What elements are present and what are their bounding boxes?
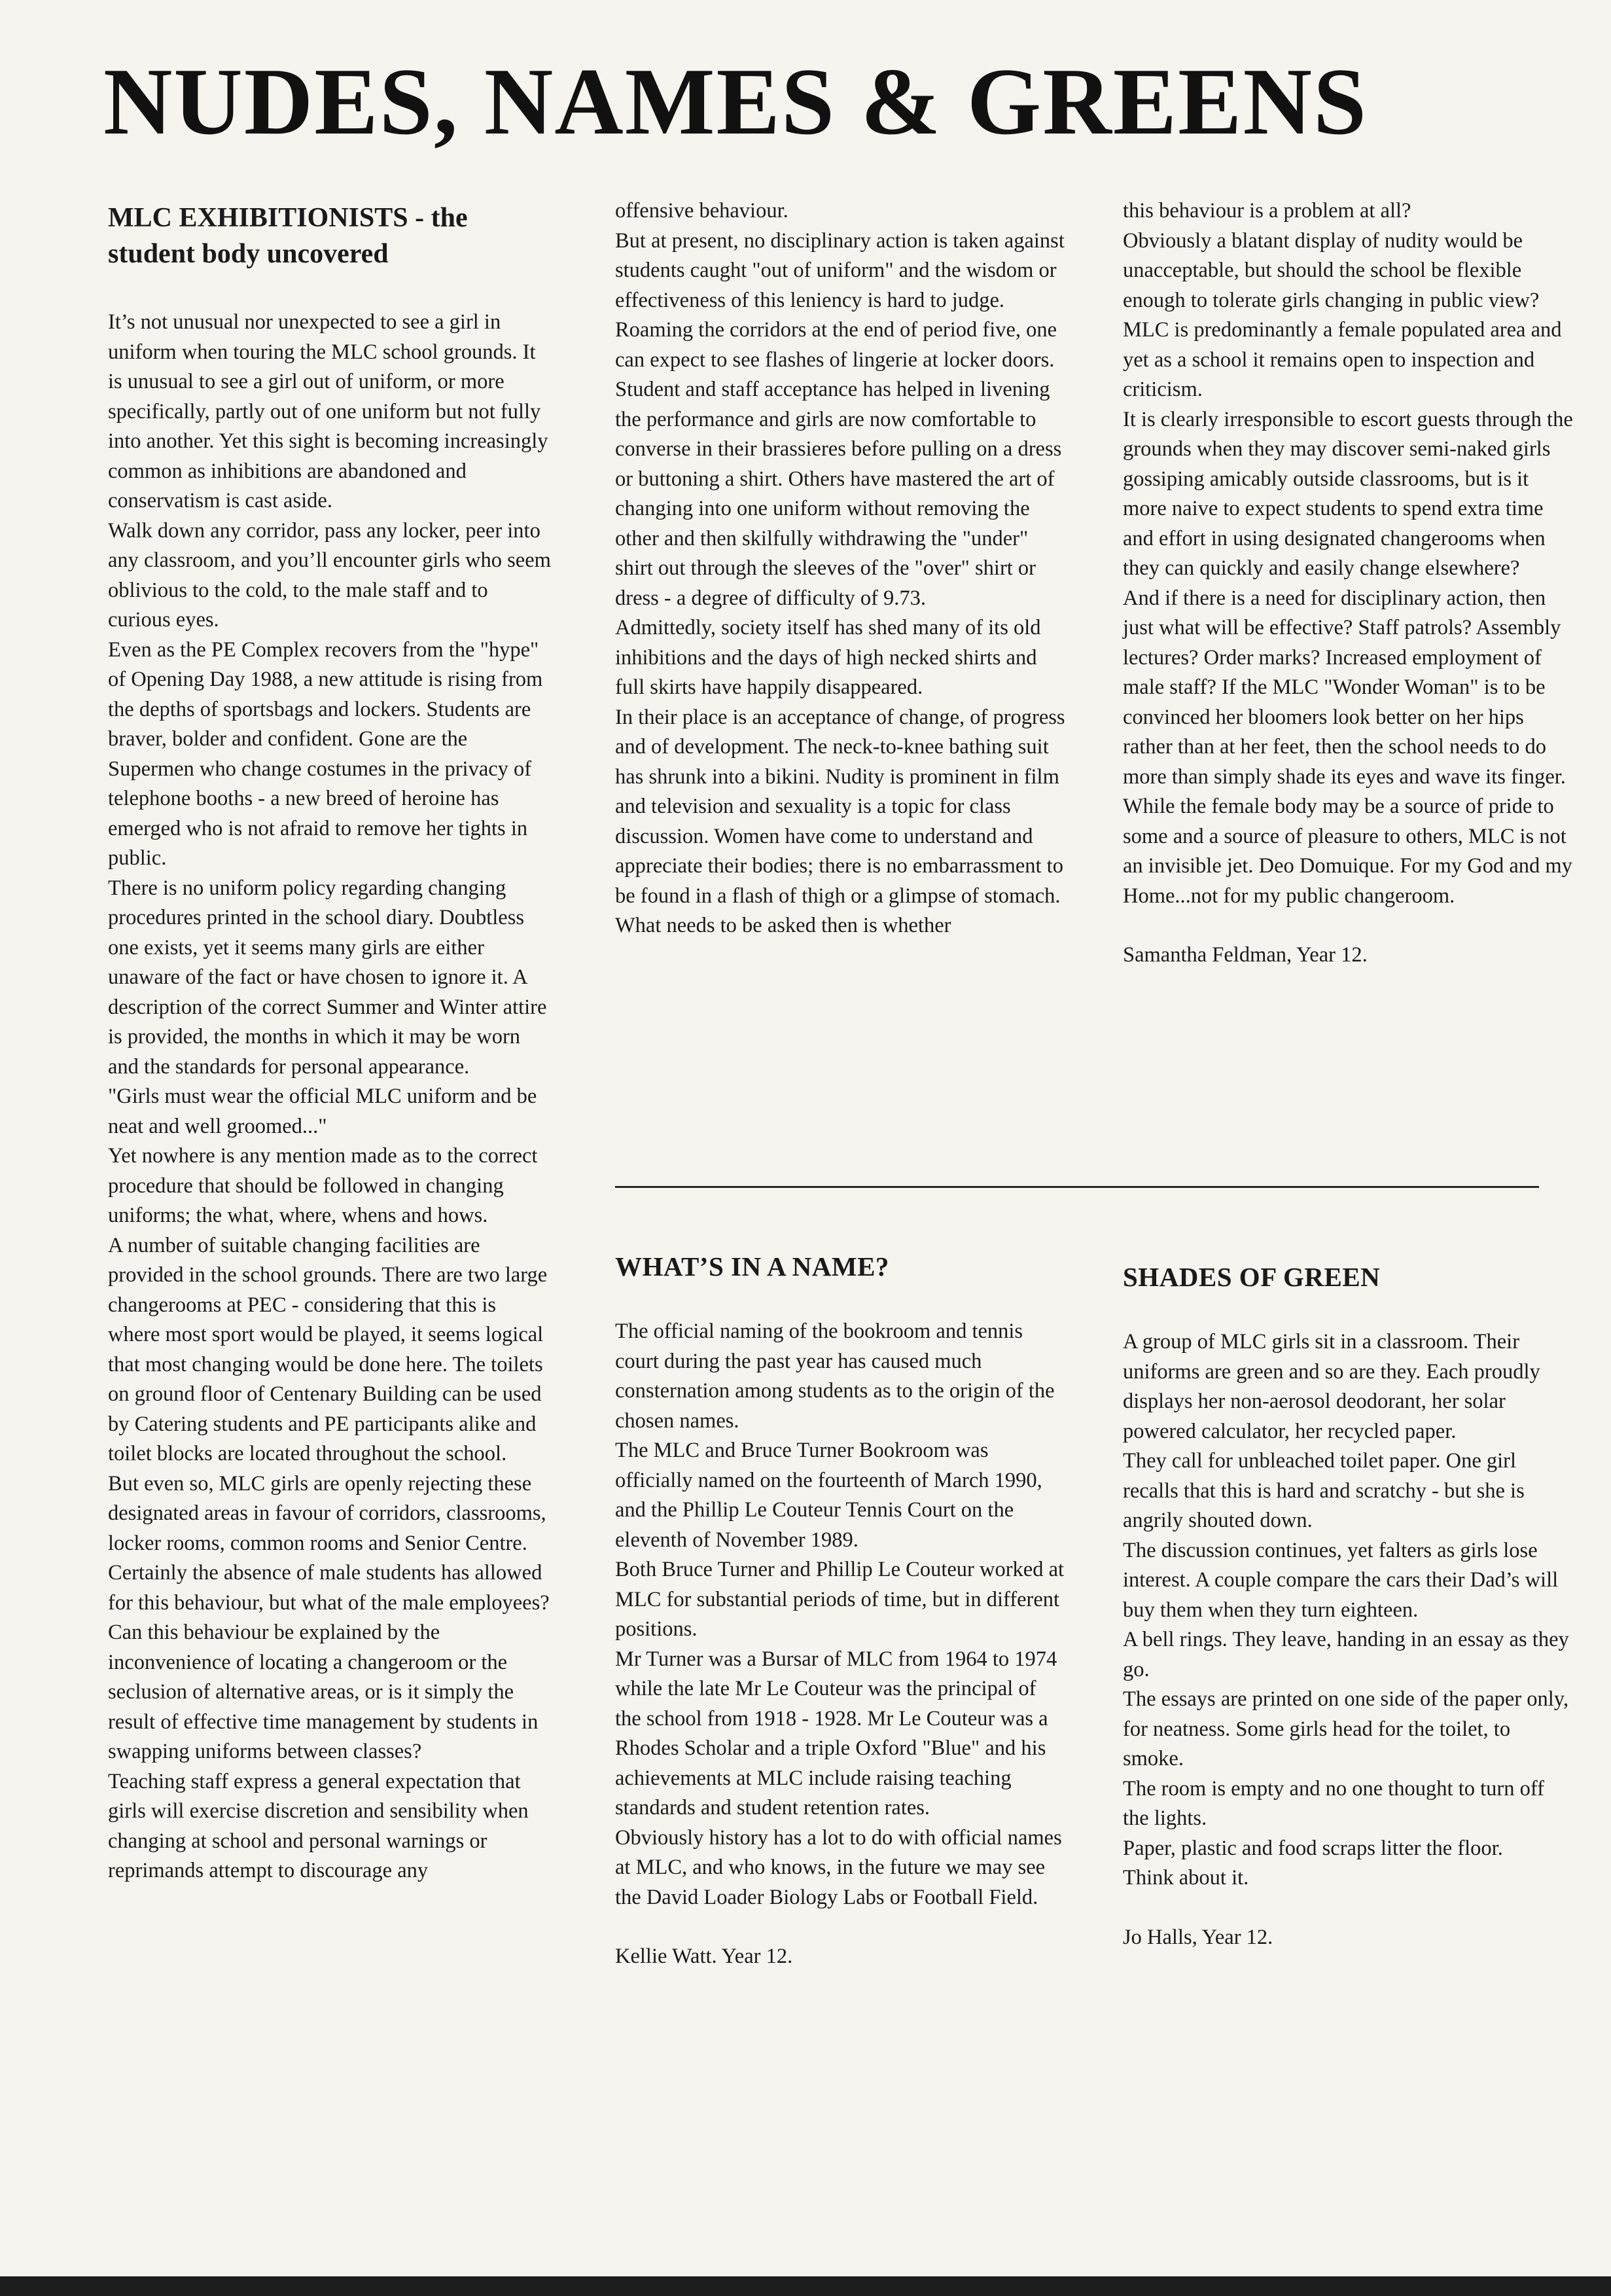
exhibitionists-paragraph: And if there is a need for disciplinary action, then just what will be effective? Staff patrols? Assembly lectures? Order marks? Increased employment of male staff? If the MLC "Wonder Woman" is to be convinced her bloomers look better on her hips rather than at her feet, then the school needs to do more than simply shade its eyes and wave its finger.	[1123, 586, 1566, 789]
exhibitionists-paragraph: In their place is an acceptance of change, of progress and of development. The neck-to-knee bathing suit has shrunk into a bikini. Nudity is prominent in film and television and sexuality is a topic for class discussion. Women have come to understand and appreciate their bodies; there is no embarrassment to be found in a flash of thigh or a glimpse of stomach.	[615, 705, 1065, 908]
exhibitionists-paragraph: this behaviour is a problem at all?	[1123, 199, 1411, 223]
exhibitionists-paragraph: Roaming the corridors at the end of period five, one can expect to see flashes of lingerie at locker doors. Student and staff acceptance has helped in livening the performance and girls are now comfortable to converse in their brassieres before pulling on a dress or buttoning a shirt. Others have mastered the art of changing into one uniform without removing the other and then skilfully withdrawing the "under" shirt out through the sleeves of the "over" shirt or dress - a degree of difficulty of 9.73.	[615, 318, 1062, 610]
greens-title: SHADES OF GREEN	[1123, 1262, 1381, 1292]
exhibitionists-paragraph: What needs to be asked then is whether	[615, 914, 951, 937]
exhibitionists-paragraph: It’s not unusual nor unexpected to see a girl in uniform when touring the MLC school grounds. It is unusual to see a girl out of uniform, or more specifically, partly out of one uniform but not fully into another. Yet this sight is becoming increasingly common as inhibitions are abandoned and conservatism is cast aside.	[108, 310, 548, 512]
names-byline: Kellie Watt. Year 12.	[615, 1945, 793, 1968]
page-headline: NUDES, NAMES & GREENS	[103, 48, 1368, 154]
exhibitionists-col3	[1123, 196, 1574, 971]
names-paragraph: Mr Turner was a Bursar of MLC from 1964 to 1974 while the late Mr Le Couteur was the principal of the school from 1918 - 1928. Mr Le Couteur was a Rhodes Scholar and a triple Oxford "Blue" and his achievements at MLC include raising teaching standards and student retention rates.	[615, 1647, 1057, 1820]
names-paragraph: The official naming of the bookroom and tennis court during the past year has caused much consternation among students as to the origin of the chosen names.	[615, 1319, 1055, 1433]
exhibitionists-title: MLC EXHIBITIONISTS - the student body uncovered	[108, 203, 468, 269]
exhibitionists-paragraph: A number of suitable changing facilities are provided in the school grounds. There are two large changerooms at PEC - considering that this is where most sport would be played, it seems logical that most changing would be done here. The toilets on ground floor of Centenary Building can be used by Catering students and PE participants alike and toilet blocks are located throughout the school.	[108, 1233, 548, 1465]
section-divider	[615, 1186, 1539, 1188]
names-article	[615, 1250, 1067, 1972]
exhibitionists-paragraph: There is no uniform policy regarding changing procedures printed in the school diary. Doubtless one exists, yet it seems many girls are either unaware of the fact or have chosen to ignore it. A description of the correct Summer and Winter attire is provided, the months in which it may be worn and the standards for personal appearance.	[108, 876, 547, 1079]
exhibitionists-paragraph: Obviously a blatant display of nudity would be unacceptable, but should the school be flexible enough to tolerate girls changing in public view? MLC is predominantly a female populated area and yet as a school it remains open to inspection and criticism.	[1123, 228, 1562, 401]
exhibitionists-paragraph: Teaching staff express a general expectation that girls will exercise discretion and sensibility when changing at school and personal warnings or reprimands attempt to discourage any	[108, 1769, 529, 1882]
greens-paragraph: Paper, plastic and food scraps litter the floor.	[1123, 1836, 1503, 1860]
greens-byline: Jo Halls, Year 12.	[1123, 1925, 1273, 1949]
names-title: WHAT’S IN A NAME?	[615, 1251, 889, 1282]
names-paragraph: Obviously history has a lot to do with official names at MLC, and who knows, in the future we may see the David Loader Biology Labs or Football Field.	[615, 1825, 1062, 1909]
exhibitionists-paragraph: While the female body may be a source of pride to some and a source of pleasure to others, MLC is not an invisible jet. Deo Domuique. For my God and my Home...not for my public changeroom.	[1123, 795, 1572, 908]
names-paragraph: The MLC and Bruce Turner Bookroom was officially named on the fourteenth of March 1990, and the Phillip Le Couteur Tennis Court on the eleventh of November 1989.	[615, 1439, 1042, 1552]
exhibitionists-paragraph: offensive behaviour.	[615, 199, 788, 223]
greens-paragraph: They call for unbleached toilet paper. One girl recalls that this is hard and scratchy - but she is angrily shouted down.	[1123, 1449, 1525, 1532]
greens-paragraph: A group of MLC girls sit in a classroom. Their uniforms are green and so are they. Each proudly displays her non-aerosol deodorant, her solar powered calculator, her recycled paper.	[1123, 1330, 1540, 1443]
greens-paragraph: A bell rings. They leave, handing in an essay as they go.	[1123, 1628, 1569, 1681]
greens-paragraph: The room is empty and no one thought to turn off the lights.	[1123, 1776, 1544, 1830]
exhibitionists-paragraph: It is clearly irresponsible to escort guests through the grounds when they may discover semi-naked girls gossiping amicably outside classrooms, but is it more naive to expect students to spend extra time and effort in using designated changerooms when they can quickly and easily change elsewhere?	[1123, 407, 1573, 580]
greens-article	[1123, 1261, 1574, 1952]
exhibitionists-paragraph: Even as the PE Complex recovers from the "hype" of Opening Day 1988, a new attitude is rising from the depths of sportsbags and lockers. Students are braver, bolder and confident. Gone are the Supermen who change costumes in the privacy of telephone booths - a new breed of heroine has emerged who is not afraid to remove her tights in public.	[108, 637, 543, 870]
greens-paragraph: The discussion continues, yet falters as girls lose interest. A couple compare the cars their Dad’s will buy them when they turn eighteen.	[1123, 1538, 1559, 1622]
exhibitionists-paragraph: Walk down any corridor, pass any locker, peer into any classroom, and you’ll encounter girls who seem oblivious to the cold, to the male staff and to curious eyes.	[108, 518, 551, 632]
exhibitionists-col2	[615, 196, 1067, 941]
exhibitionists-col1	[108, 200, 553, 1886]
scan-edge-bar	[0, 2276, 1611, 2296]
exhibitionists-paragraph: But even so, MLC girls are openly rejecting these designated areas in favour of corridors, classrooms, locker rooms, common rooms and Senior Centre.	[108, 1471, 546, 1555]
exhibitionists-paragraph: Yet nowhere is any mention made as to the correct procedure that should be followed in changing uniforms; the what, where, whens and hows.	[108, 1144, 538, 1227]
exhibitionists-paragraph: Admittedly, society itself has shed many of its old inhibitions and the days of high necked shirts and full skirts have happily disappeared.	[615, 616, 1041, 699]
exhibitionists-paragraph: But at present, no disciplinary action is taken against students caught "out of uniform" and the wisdom or effectiveness of this leniency is hard to judge.	[615, 228, 1065, 312]
exhibitionists-paragraph: Certainly the absence of male students has allowed for this behaviour, but what of the male employees? Can this behaviour be explained by the inconvenience of locating a changeroom or the seclusion of alternative areas, or is it simply the result of effective time management by students in swapping uniforms between classes?	[108, 1561, 550, 1763]
exhibitionists-quote: "Girls must wear the official MLC uniform and be neat and well groomed..."	[108, 1085, 537, 1138]
names-paragraph: Both Bruce Turner and Phillip Le Couteur worked at MLC for substantial periods of time, but in different positions.	[615, 1558, 1065, 1641]
exhibitionists-byline: Samantha Feldman, Year 12.	[1123, 943, 1368, 967]
greens-paragraph: Think about it.	[1123, 1866, 1249, 1890]
greens-paragraph: The essays are printed on one side of the paper only, for neatness. Some girls head for the toilet, to smoke.	[1123, 1687, 1569, 1770]
